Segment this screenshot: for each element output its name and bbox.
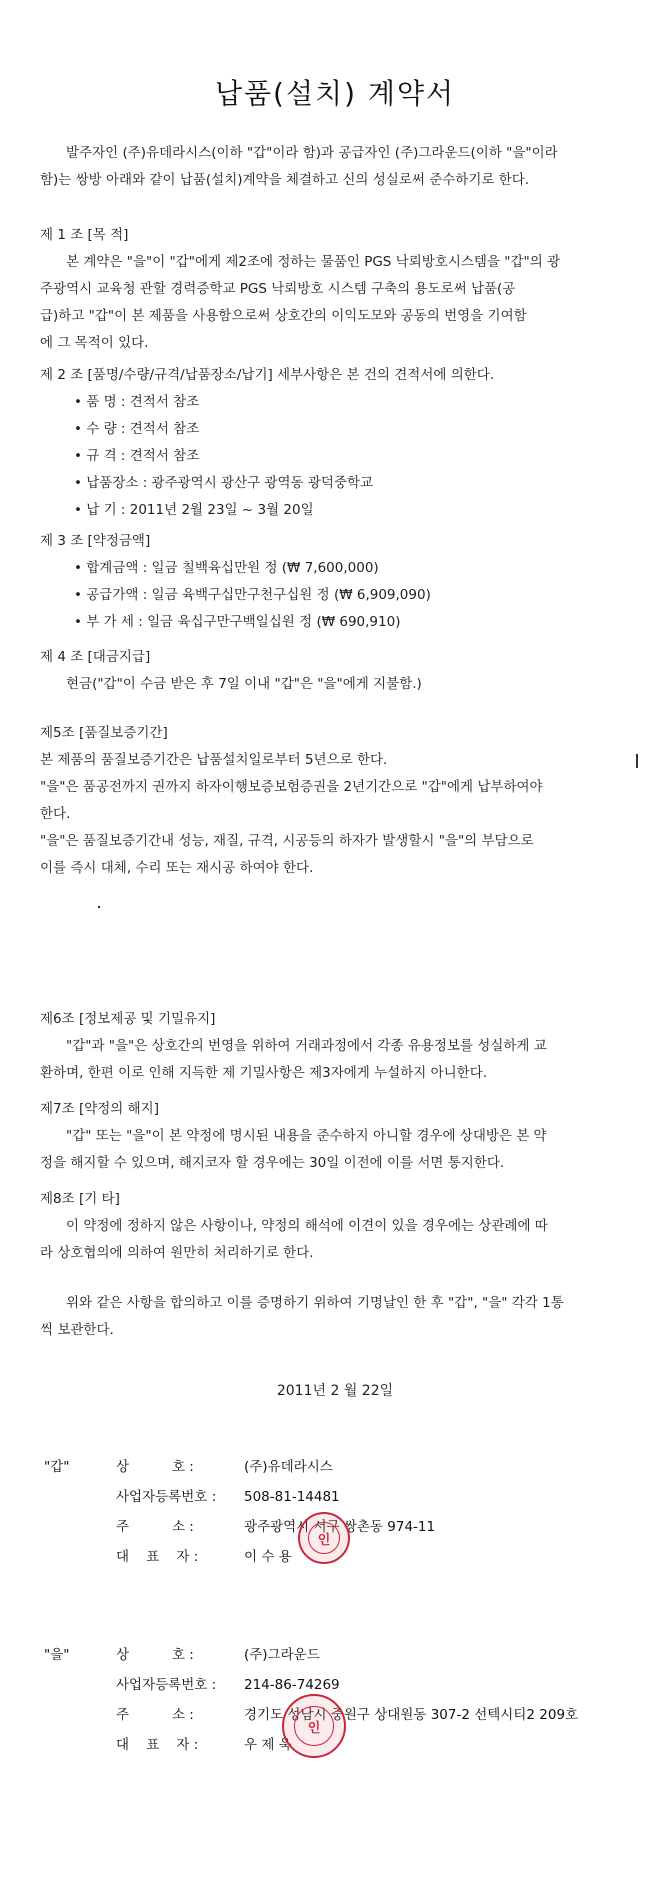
scan-dot <box>98 906 100 908</box>
intro-line: 발주자인 (주)유데라시스(이하 "갑"이라 함)과 공급자인 (주)그라운드(이하 "을"이라 <box>66 145 558 161</box>
intro-line: 함)는 쌍방 아래와 같이 납품(설치)계약을 체결하고 신의 성실로써 준수하기로 한다. <box>40 172 530 188</box>
article-8 <box>40 1186 640 1267</box>
party-row <box>44 1482 604 1512</box>
party-label: 상 호 : <box>116 1459 194 1475</box>
party-value: 경기도 성남시 중원구 상대원동 307-2 선텍시티2 209호 <box>244 1707 579 1723</box>
company-seal-stamp <box>282 1694 346 1758</box>
article-line: 이 약정에 정하지 않은 사항이나, 약정의 해석에 이견이 있을 경우에는 상관례에 따 <box>66 1218 548 1234</box>
contract-date: 2011년 2 월 22일 <box>276 1383 394 1399</box>
amount-item: • 부 가 세 : 일금 육십구만구백일십원 정 (₩ 690,910) <box>74 614 401 630</box>
party-label: 사업자등록번호 : <box>116 1677 217 1693</box>
company-seal-stamp <box>298 1512 350 1564</box>
party-label: 주 소 : <box>116 1519 194 1535</box>
article-line: 현금("갑"이 수금 받은 후 7일 이내 "갑"은 "을"에게 지불함.) <box>66 676 422 692</box>
article-line: 주광역시 교육청 관할 경력증학교 PGS 낙뢰방호 시스템 구축의 용도로써 납품(공 <box>40 281 516 297</box>
article-line: "갑" 또는 "을"이 본 약정에 명시된 내용을 준수하지 아니할 경우에 상대방은 본 약 <box>66 1128 547 1144</box>
seal-inner <box>308 1522 340 1554</box>
article-heading: 제 3 조 [약정금액] <box>40 533 151 549</box>
party-row <box>44 1640 604 1670</box>
article-line: 정을 해지할 수 있으며, 해지코자 할 경우에는 30일 이전에 이를 서면 통지한다. <box>40 1155 505 1171</box>
party-value: 이 수 용 <box>244 1549 292 1565</box>
spec-item: • 수 량 : 견적서 참조 <box>74 421 200 437</box>
seal-text: 인 <box>317 1532 331 1548</box>
party-value: (주)그라운드 <box>244 1647 320 1663</box>
spec-item: • 납 기 : 2011년 2월 23일 ~ 3월 20일 <box>74 502 314 518</box>
closing-line: 씩 보관한다. <box>40 1322 114 1338</box>
article-heading: 제 4 조 [대금지급] <box>40 649 151 665</box>
closing-line: 위와 같은 사항을 합의하고 이를 증명하기 위하여 기명날인 한 후 "갑", "을" 각각 1통 <box>66 1295 564 1311</box>
article-heading: 제 2 조 [품명/수량/규격/납품장소/납기] 세부사항은 본 건의 견적서에 의한다. <box>40 367 495 383</box>
party-label: 대 표 자 : <box>116 1549 199 1565</box>
closing-paragraph <box>40 1290 640 1344</box>
article-line: 한다. <box>40 806 71 822</box>
party-label: 상 호 : <box>116 1647 194 1663</box>
party-value: 508-81-14481 <box>244 1489 340 1505</box>
party-label: 대 표 자 : <box>116 1737 199 1753</box>
article-4 <box>40 644 640 698</box>
article-5 <box>40 720 640 882</box>
seal-text: 인 <box>307 1720 321 1736</box>
party-mark: "을" <box>44 1647 70 1663</box>
document-title: 납품(설치) 계약서 <box>214 77 456 110</box>
article-line: "을"은 품질보증기간내 성능, 재질, 규격, 시공등의 하자가 발생할시 "을"의 부담으로 <box>40 833 534 849</box>
intro-paragraph <box>40 140 640 194</box>
article-line: 이를 즉시 대체, 수리 또는 재시공 하여야 한다. <box>40 860 314 876</box>
party-label: 사업자등록번호 : <box>116 1489 217 1505</box>
party-label: 주 소 : <box>116 1707 194 1723</box>
article-line: 본 제품의 품질보증기간은 납품설치일로부터 5년으로 한다. <box>40 752 388 768</box>
party-value: 214-86-74269 <box>244 1677 340 1693</box>
article-heading: 제5조 [품질보증기간] <box>40 725 168 741</box>
amount-item: • 공급가액 : 일금 육백구십만구천구십원 정 (₩ 6,909,090) <box>74 587 431 603</box>
article-7 <box>40 1096 640 1177</box>
scan-mark <box>636 754 638 768</box>
party-value: (주)유데라시스 <box>244 1459 333 1475</box>
article-line: 에 그 목적이 있다. <box>40 335 149 351</box>
article-heading: 제8조 [기 타] <box>40 1191 120 1207</box>
article-line: "갑"과 "을"은 상호간의 번영을 위하여 거래과정에서 각종 유용정보를 성실하게 교 <box>66 1038 547 1054</box>
party-value: 광주광역시 서구 쌍촌동 974-11 <box>244 1519 436 1535</box>
article-line: 환하며, 한편 이로 인해 지득한 제 기밀사항은 제3자에게 누설하지 아니한다. <box>40 1065 488 1081</box>
article-3 <box>40 528 640 636</box>
party-value: 우 제 욱 <box>244 1737 292 1753</box>
party-mark: "갑" <box>44 1459 70 1475</box>
article-heading: 제6조 [정보제공 및 기밀유지] <box>40 1011 216 1027</box>
spec-item: • 품 명 : 견적서 참조 <box>74 394 200 410</box>
article-line: 본 계약은 "을"이 "갑"에게 제2조에 정하는 물품인 PGS 낙뢰방호시스템을 "갑"의 광 <box>66 254 561 270</box>
article-heading: 제 1 조 [목 적] <box>40 227 129 243</box>
article-1 <box>40 222 640 357</box>
amount-item: • 합계금액 : 일금 칠백육십만원 정 (₩ 7,600,000) <box>74 560 379 576</box>
spec-item: • 납품장소 : 광주광역시 광산구 광역동 광덕중학교 <box>74 475 374 491</box>
article-line: 급)하고 "갑"이 본 제품을 사용함으로써 상호간의 이익도모와 공동의 번영을 기여함 <box>40 308 527 324</box>
spec-item: • 규 격 : 견적서 참조 <box>74 448 200 464</box>
article-line: "을"은 품공전까지 권까지 하자이행보증보험증권을 2년기간으로 "갑"에게 납부하여야 <box>40 779 543 795</box>
article-line: 라 상호협의에 의하여 원만히 처리하기로 한다. <box>40 1245 314 1261</box>
article-heading: 제7조 [약정의 해지] <box>40 1101 159 1117</box>
article-6 <box>40 1006 640 1087</box>
party-row <box>44 1452 604 1482</box>
article-2 <box>40 362 640 524</box>
seal-inner <box>294 1706 333 1745</box>
